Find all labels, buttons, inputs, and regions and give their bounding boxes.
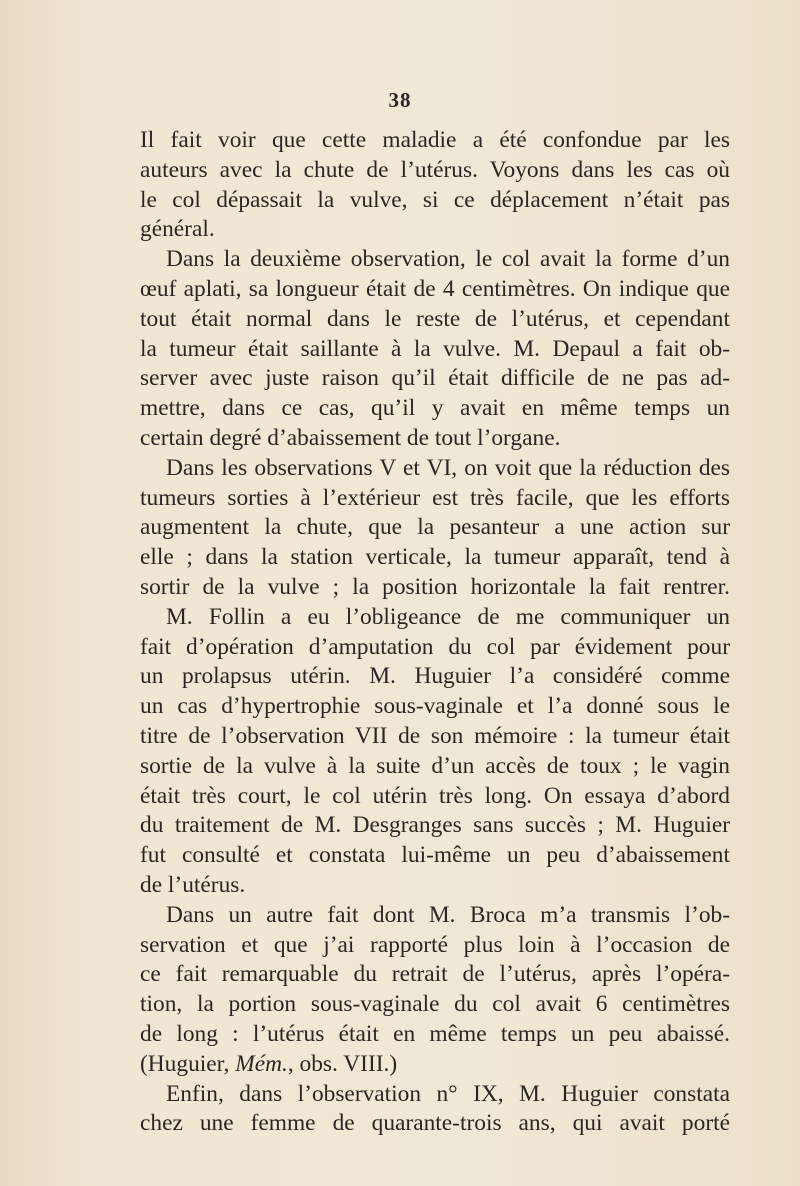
text-line: le col dépassait la vulve, si ce déplacement n’était pas xyxy=(140,186,730,213)
citation-close: , obs. VIII.) xyxy=(287,1050,398,1077)
text-line: général. xyxy=(140,216,215,243)
text-line: servation et que j’ai rapporté plus loin à l’occasion de xyxy=(140,931,730,958)
text-line: fut consulté et constata lui-même un peu d’abaissement xyxy=(140,842,730,869)
text-line: la tumeur était saillante à la vulve. M. Depaul a fait ob- xyxy=(140,335,730,362)
text-line: fait d’opération d’amputation du col par évidement pour xyxy=(140,633,730,660)
text-line: titre de l’observation VII de son mémoire : la tumeur était xyxy=(140,722,730,749)
text-line: du traitement de M. Desgranges sans succès ; M. Huguier xyxy=(140,812,730,839)
text-line: mettre, dans ce cas, qu’il y avait en même temps un xyxy=(140,395,730,422)
citation-open: (Huguier, xyxy=(140,1050,236,1077)
body-text xyxy=(140,126,730,1139)
text-line: tion, la portion sous-vaginale du col avait 6 centimètres xyxy=(140,991,730,1018)
text-line: augmentent la chute, que la pesanteur a une action sur xyxy=(140,514,730,541)
text-line: ce fait remarquable du retrait de l’utérus, après l’opéra- xyxy=(140,961,730,988)
text-line: chez une femme de quarante-trois ans, qui avait porté xyxy=(140,1110,730,1137)
text-line: tumeurs sorties à l’extérieur est très facile, que les efforts xyxy=(140,484,730,511)
text-line: elle ; dans la station verticale, la tumeur apparaît, tend à xyxy=(140,544,730,571)
text-line: de l’utérus. xyxy=(140,871,246,898)
citation-line xyxy=(140,1050,730,1080)
text-line: un prolapsus utérin. M. Huguier l’a considéré comme xyxy=(140,663,730,690)
text-line: tout était normal dans le reste de l’utérus, et cependant xyxy=(140,305,730,332)
text-line: œuf aplati, sa longueur était de 4 centimètres. On indique que xyxy=(140,275,730,302)
text-line: M. Follin a eu l’obligeance de me communiquer un xyxy=(166,603,730,630)
text-line: de long : l’utérus était en même temps un peu abaissé. xyxy=(140,1020,730,1047)
text-line: Il fait voir que cette maladie a été confondue par les xyxy=(140,127,730,153)
text-line: était très court, le col utérin très long. On essaya d’abord xyxy=(140,782,730,809)
text-line: auteurs avec la chute de l’utérus. Voyons dans les cas où xyxy=(140,156,730,183)
text-line: sortir de la vulve ; la position horizontale la fait rentrer. xyxy=(140,573,730,600)
text-line: Dans la deuxième observation, le col avait la forme d’un xyxy=(166,246,730,273)
page-number: 38 xyxy=(388,88,412,112)
text-line: sortie de la vulve à la suite d’un accès de toux ; le vagin xyxy=(140,752,730,779)
text-line: Enfin, dans l’observation n° IX, M. Huguier constata xyxy=(166,1080,730,1107)
text-line: server avec juste raison qu’il était difficile de ne pas ad- xyxy=(140,365,730,392)
text-line: Dans les observations V et VI, on voit que la réduction des xyxy=(166,454,730,481)
text-line: un cas d’hypertrophie sous-vaginale et l’a donné sous le xyxy=(140,693,730,720)
text-line: Dans un autre fait dont M. Broca m’a transmis l’ob- xyxy=(166,901,730,928)
citation-title: Mém. xyxy=(235,1050,288,1077)
text-line: certain degré d’abaissement de tout l’organe. xyxy=(140,424,561,451)
